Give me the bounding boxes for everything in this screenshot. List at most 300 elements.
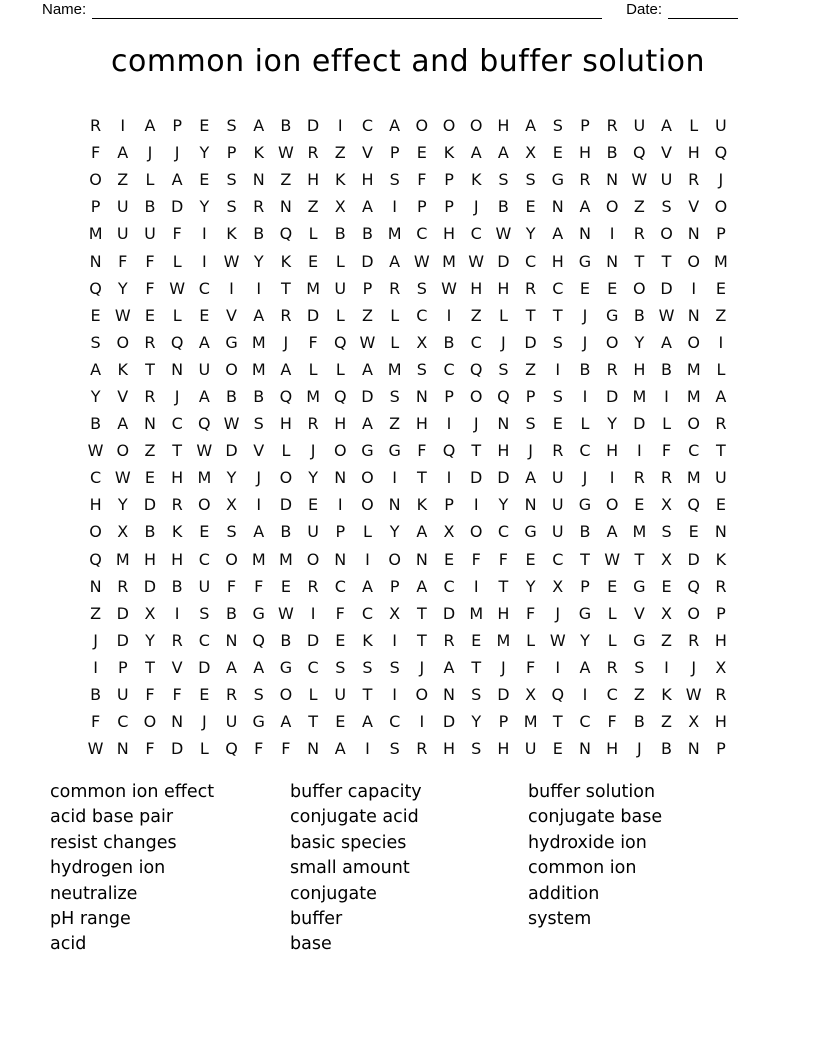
grid-cell: C xyxy=(307,657,319,677)
grid-cell: A xyxy=(361,414,373,434)
grid-cell: Z xyxy=(280,170,292,190)
grid-cell: G xyxy=(524,522,537,542)
grid-cell: J xyxy=(691,657,697,677)
grid-cell: R xyxy=(715,685,727,705)
grid-cell: J xyxy=(501,332,506,352)
grid-cell: L xyxy=(390,332,400,352)
grid-cell: I xyxy=(229,278,234,298)
grid-cell: Q xyxy=(279,224,293,244)
grid-cell: B xyxy=(361,224,373,244)
grid-cell: R xyxy=(606,657,618,677)
grid-cell: L xyxy=(308,685,318,705)
grid-cell: A xyxy=(416,522,428,542)
grid-cell: I xyxy=(473,576,479,596)
grid-cell: Q xyxy=(225,739,238,759)
grid-cell: U xyxy=(524,739,537,759)
grid-cell: M xyxy=(251,359,266,379)
grid-cell: G xyxy=(578,495,592,515)
grid-cell: M xyxy=(387,359,402,379)
grid-cell: P xyxy=(580,116,590,136)
grid-cell: Y xyxy=(525,576,536,596)
grid-cell: E xyxy=(416,143,427,163)
word-list-column xyxy=(290,780,528,958)
grid-cell: P xyxy=(117,657,128,677)
grid-cell: R xyxy=(389,278,401,298)
grid-cell: A xyxy=(443,657,455,677)
grid-cell: I xyxy=(365,549,370,569)
grid-cell: I xyxy=(337,116,343,136)
grid-cell: F xyxy=(607,712,617,732)
grid-cell: A xyxy=(389,251,401,271)
grid-cell: R xyxy=(171,630,183,650)
grid-cell: F xyxy=(226,576,237,596)
grid-cell: A xyxy=(226,657,237,677)
grid-cell: W xyxy=(114,468,131,488)
grid-cell: E xyxy=(579,278,591,298)
grid-cell: D xyxy=(116,630,129,650)
grid-cell: R xyxy=(416,739,428,759)
grid-cell: E xyxy=(199,685,210,705)
grid-cell: J xyxy=(636,739,642,759)
grid-cell: V xyxy=(361,143,373,163)
grid-cell: W xyxy=(223,251,240,271)
grid-cell: R xyxy=(307,576,319,596)
grid-cell: U xyxy=(660,170,673,190)
grid-cell: Q xyxy=(687,576,701,596)
grid-cell: Q xyxy=(687,495,701,515)
grid-cell: G xyxy=(225,332,238,352)
grid-cell: X xyxy=(661,603,673,623)
grid-cell: Y xyxy=(117,495,128,515)
grid-cell: R xyxy=(715,576,727,596)
grid-cell: B xyxy=(90,414,102,434)
grid-cell: A xyxy=(606,522,618,542)
grid-cell: Q xyxy=(469,359,483,379)
word-list-item: conjugate base xyxy=(528,807,663,828)
grid-cell: J xyxy=(528,441,533,461)
grid-cell: M xyxy=(469,603,484,623)
grid-cell: A xyxy=(579,197,591,217)
grid-cell: G xyxy=(252,712,265,732)
grid-cell: V xyxy=(633,603,645,623)
word-list-item: system xyxy=(528,909,592,930)
grid-cell: K xyxy=(362,630,373,650)
grid-cell: Z xyxy=(389,414,401,434)
grid-cell: H xyxy=(497,441,510,461)
grid-cell: I xyxy=(636,441,642,461)
grid-cell: O xyxy=(89,522,102,542)
grid-cell: D xyxy=(143,495,157,515)
grid-cell: I xyxy=(446,468,452,488)
grid-cell: L xyxy=(335,359,345,379)
grid-cell: J xyxy=(147,143,153,163)
grid-cell: Y xyxy=(199,197,210,217)
grid-cell: R xyxy=(552,441,564,461)
grid-cell: A xyxy=(117,414,129,434)
grid-cell: I xyxy=(473,495,479,515)
grid-cell: U xyxy=(144,224,156,244)
grid-cell: Q xyxy=(252,630,266,650)
grid-cell: A xyxy=(470,143,482,163)
grid-cell: Q xyxy=(551,685,565,705)
grid-cell: E xyxy=(199,305,210,325)
grid-cell: Z xyxy=(117,170,129,190)
grid-cell: G xyxy=(279,657,293,677)
grid-cell: D xyxy=(306,630,320,650)
grid-cell: S xyxy=(389,170,400,190)
grid-cell: W xyxy=(685,685,702,705)
grid-cell: T xyxy=(145,657,155,677)
grid-cell: S xyxy=(226,197,237,217)
grid-cell: F xyxy=(172,685,182,705)
grid-cell: N xyxy=(116,739,129,759)
grid-cell: A xyxy=(361,359,373,379)
grid-cell: O xyxy=(687,414,701,434)
grid-cell: A xyxy=(198,386,210,406)
grid-cell: P xyxy=(716,603,726,623)
grid-cell: N xyxy=(606,251,619,271)
grid-cell: S xyxy=(525,414,536,434)
grid-cell: I xyxy=(337,495,343,515)
puzzle-title: common ion effect and buffer solution xyxy=(110,44,706,79)
grid-cell: S xyxy=(661,197,672,217)
grid-cell: L xyxy=(172,305,182,325)
grid-cell: H xyxy=(497,739,510,759)
grid-cell: A xyxy=(334,739,346,759)
grid-cell: A xyxy=(552,224,564,244)
grid-cell: Q xyxy=(442,441,456,461)
grid-cell: R xyxy=(144,386,156,406)
grid-cell: A xyxy=(144,116,156,136)
grid-cell: T xyxy=(471,657,482,677)
grid-cell: J xyxy=(582,468,588,488)
grid-cell: T xyxy=(145,359,155,379)
grid-cell: L xyxy=(199,739,209,759)
grid-cell: N xyxy=(524,495,537,515)
grid-cell: N xyxy=(334,468,347,488)
grid-cell: J xyxy=(283,332,289,352)
grid-cell: J xyxy=(256,468,262,488)
grid-cell: T xyxy=(281,278,291,298)
grid-cell: X xyxy=(552,576,564,596)
grid-cell: N xyxy=(497,414,510,434)
grid-cell: R xyxy=(579,170,591,190)
grid-cell: W xyxy=(277,143,294,163)
grid-cell: B xyxy=(280,116,292,136)
grid-cell: S xyxy=(416,278,427,298)
grid-cell: P xyxy=(716,739,726,759)
word-list-item: hydroxide ion xyxy=(528,832,647,853)
grid-cell: U xyxy=(334,278,347,298)
grid-cell: E xyxy=(199,170,210,190)
grid-cell: T xyxy=(634,251,645,271)
grid-cell: N xyxy=(687,739,700,759)
grid-cell: I xyxy=(392,197,398,217)
grid-cell: O xyxy=(687,251,701,271)
grid-cell: Q xyxy=(333,386,347,406)
grid-cell: X xyxy=(226,495,238,515)
grid-cell: G xyxy=(578,251,592,271)
grid-cell: Y xyxy=(226,468,237,488)
grid-cell: I xyxy=(392,468,398,488)
grid-cell: K xyxy=(470,170,482,190)
grid-cell: W xyxy=(468,251,485,271)
grid-cell: J xyxy=(555,603,561,623)
word-list-item: acid xyxy=(50,934,87,955)
grid-cell: S xyxy=(498,359,509,379)
grid-cell: N xyxy=(334,549,347,569)
word-list-item: buffer capacity xyxy=(290,782,422,802)
grid-cell: O xyxy=(415,116,429,136)
grid-cell: R xyxy=(443,630,455,650)
grid-cell: N xyxy=(171,359,184,379)
grid-cell: B xyxy=(280,630,292,650)
grid-cell: Z xyxy=(525,359,537,379)
letter-grid xyxy=(82,112,735,762)
grid-cell: R xyxy=(225,685,238,705)
grid-cell: M xyxy=(387,224,402,244)
grid-cell: J xyxy=(174,143,180,163)
grid-cell: X xyxy=(443,522,455,542)
grid-cell: D xyxy=(470,468,483,488)
grid-cell: F xyxy=(254,739,264,759)
grid-cell: E xyxy=(199,116,210,136)
grid-cell: C xyxy=(416,224,428,244)
grid-cell: J xyxy=(473,197,479,217)
grid-cell: R xyxy=(525,278,537,298)
grid-cell: Z xyxy=(307,197,319,217)
grid-cell: T xyxy=(552,305,563,325)
grid-cell: N xyxy=(89,251,102,271)
grid-cell: C xyxy=(443,359,455,379)
word-list-item: basic species xyxy=(290,832,407,853)
grid-cell: S xyxy=(253,685,264,705)
grid-cell: E xyxy=(688,522,699,542)
grid-cell: C xyxy=(470,332,482,352)
grid-cell: A xyxy=(497,143,509,163)
grid-cell: M xyxy=(632,522,647,542)
grid-cell: U xyxy=(551,468,564,488)
grid-cell: J xyxy=(582,305,588,325)
grid-cell: R xyxy=(606,116,618,136)
grid-cell: R xyxy=(715,414,727,434)
grid-cell: F xyxy=(417,170,427,190)
grid-cell: D xyxy=(497,685,510,705)
grid-cell: O xyxy=(116,441,130,461)
name-label: Name: xyxy=(42,1,87,18)
grid-cell: E xyxy=(661,576,672,596)
grid-cell: C xyxy=(579,441,591,461)
grid-cell: I xyxy=(174,603,180,623)
grid-cell: S xyxy=(253,414,264,434)
grid-cell: P xyxy=(90,197,101,217)
grid-cell: B xyxy=(633,712,645,732)
grid-cell: H xyxy=(497,278,510,298)
grid-cell: R xyxy=(253,197,265,217)
grid-cell: I xyxy=(582,386,588,406)
grid-cell: A xyxy=(90,359,102,379)
grid-cell: O xyxy=(225,359,238,379)
grid-cell: T xyxy=(716,441,726,461)
word-list-item: conjugate acid xyxy=(290,807,419,828)
grid-cell: I xyxy=(718,332,724,352)
grid-cell: H xyxy=(606,441,619,461)
grid-cell: D xyxy=(361,386,374,406)
grid-cell: C xyxy=(606,685,618,705)
grid-cell: J xyxy=(93,630,98,650)
grid-cell: C xyxy=(688,441,700,461)
grid-cell: L xyxy=(335,305,345,325)
grid-cell: D xyxy=(306,116,320,136)
word-list-item: small amount xyxy=(290,858,410,879)
grid-cell: E xyxy=(634,495,645,515)
grid-cell: T xyxy=(416,630,427,650)
grid-cell: I xyxy=(419,712,425,732)
grid-cell: M xyxy=(686,468,701,488)
grid-cell: I xyxy=(256,278,262,298)
grid-cell: F xyxy=(417,441,427,461)
grid-cell: L xyxy=(498,305,508,325)
grid-cell: R xyxy=(280,305,292,325)
grid-cell: D xyxy=(687,549,700,569)
grid-cell: E xyxy=(607,576,618,596)
grid-cell: T xyxy=(634,549,645,569)
grid-cell: G xyxy=(388,441,401,461)
grid-cell: H xyxy=(578,143,591,163)
grid-cell: U xyxy=(307,522,319,542)
grid-cell: B xyxy=(226,603,238,623)
grid-cell: C xyxy=(470,224,482,244)
grid-cell: T xyxy=(416,468,427,488)
grid-cell: H xyxy=(497,603,510,623)
grid-cell: B xyxy=(253,224,265,244)
grid-cell: L xyxy=(281,441,291,461)
grid-cell: M xyxy=(632,386,647,406)
grid-cell: D xyxy=(361,251,374,271)
grid-cell: F xyxy=(145,685,155,705)
word-list-item: acid base pair xyxy=(50,807,174,828)
grid-cell: C xyxy=(361,116,374,136)
grid-cell: U xyxy=(225,712,238,732)
word-list-item: common ion xyxy=(528,858,637,879)
grid-cell: Y xyxy=(253,251,264,271)
grid-cell: B xyxy=(253,386,265,406)
grid-cell: X xyxy=(661,549,673,569)
grid-cell: I xyxy=(365,739,370,759)
grid-cell: P xyxy=(716,224,726,244)
grid-cell: T xyxy=(416,603,427,623)
grid-cell: W xyxy=(604,549,621,569)
grid-cell: B xyxy=(579,359,591,379)
grid-cell: N xyxy=(171,712,184,732)
word-list-item: neutralize xyxy=(50,883,138,904)
grid-cell: Y xyxy=(525,224,536,244)
grid-cell: H xyxy=(551,251,564,271)
grid-cell: E xyxy=(552,143,563,163)
grid-cell: Q xyxy=(497,386,510,406)
grid-cell: L xyxy=(662,414,671,434)
grid-cell: L xyxy=(363,522,372,542)
grid-cell: O xyxy=(388,549,401,569)
grid-cell: Q xyxy=(333,332,347,352)
grid-cell: I xyxy=(392,630,398,650)
grid-cell: W xyxy=(114,305,131,325)
grid-cell: A xyxy=(525,116,537,136)
grid-cell: J xyxy=(473,414,479,434)
grid-cell: U xyxy=(116,685,129,705)
word-list-column xyxy=(528,780,662,932)
grid-cell: J xyxy=(174,386,180,406)
grid-cell: P xyxy=(498,712,509,732)
grid-cell: X xyxy=(389,603,401,623)
grid-cell: O xyxy=(469,386,483,406)
grid-cell: D xyxy=(442,603,456,623)
grid-cell: E xyxy=(715,495,726,515)
grid-cell: Z xyxy=(633,685,645,705)
grid-cell: A xyxy=(525,468,537,488)
grid-cell: E xyxy=(308,495,319,515)
grid-cell: N xyxy=(687,305,700,325)
grid-cell: S xyxy=(389,739,400,759)
grid-cell: I xyxy=(582,685,588,705)
grid-cell: F xyxy=(471,549,481,569)
name-blank-line xyxy=(92,2,602,19)
grid-cell: S xyxy=(335,657,346,677)
grid-cell: F xyxy=(498,549,508,569)
grid-cell: C xyxy=(443,576,455,596)
grid-cell: Y xyxy=(634,332,645,352)
grid-cell: N xyxy=(578,739,591,759)
grid-cell: F xyxy=(118,251,128,271)
grid-cell: O xyxy=(143,712,157,732)
grid-cell: P xyxy=(444,197,454,217)
grid-cell: G xyxy=(578,603,592,623)
grid-cell: H xyxy=(415,414,428,434)
grid-cell: E xyxy=(552,739,563,759)
grid-cell: B xyxy=(497,197,509,217)
grid-cell: M xyxy=(686,386,701,406)
grid-cell: P xyxy=(417,197,427,217)
grid-cell: T xyxy=(552,712,563,732)
grid-cell: Y xyxy=(389,522,400,542)
grid-cell: G xyxy=(633,630,646,650)
grid-cell: F xyxy=(254,576,264,596)
grid-cell: S xyxy=(552,386,563,406)
grid-cell: O xyxy=(361,495,374,515)
grid-cell: I xyxy=(446,414,452,434)
grid-cell: B xyxy=(226,386,238,406)
grid-cell: R xyxy=(117,576,129,596)
grid-cell: I xyxy=(120,116,126,136)
grid-cell: N xyxy=(307,739,320,759)
grid-cell: A xyxy=(280,712,292,732)
grid-cell: B xyxy=(334,224,346,244)
grid-cell: M xyxy=(714,251,728,271)
grid-cell: O xyxy=(605,332,619,352)
grid-cell: D xyxy=(143,576,157,596)
grid-cell: C xyxy=(171,414,183,434)
grid-cell: E xyxy=(90,305,101,325)
grid-cell: M xyxy=(442,251,456,271)
grid-cell: W xyxy=(223,414,240,434)
grid-cell: M xyxy=(115,549,130,569)
grid-cell: U xyxy=(198,576,211,596)
grid-cell: O xyxy=(333,441,347,461)
grid-cell: R xyxy=(688,630,700,650)
grid-cell: D xyxy=(198,657,211,677)
grid-cell: H xyxy=(470,278,483,298)
grid-cell: Z xyxy=(90,603,102,623)
